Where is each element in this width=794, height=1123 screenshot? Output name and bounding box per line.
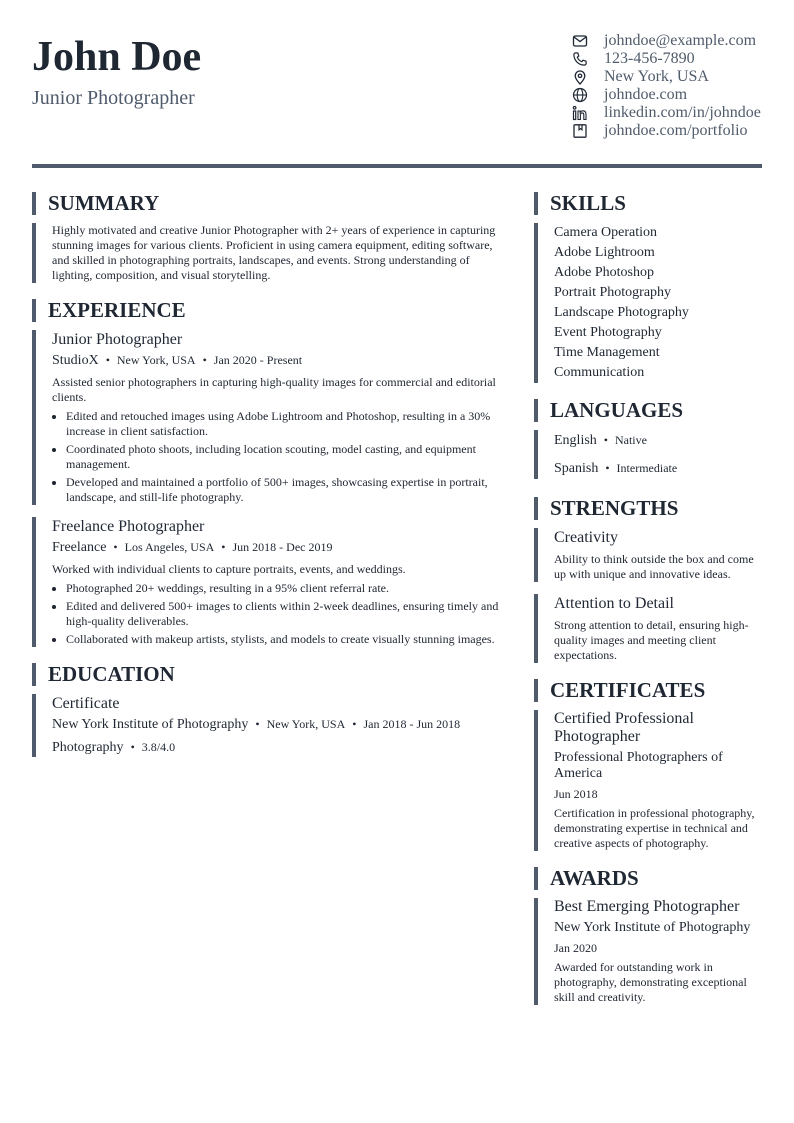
contact-website[interactable]: [572, 86, 762, 104]
skill-item: Time Management: [554, 345, 660, 360]
job-description: Worked with individual clients to capture portraits, events, and weddings.: [52, 562, 406, 576]
skill-item: Event Photography: [554, 325, 662, 340]
job-bullets: [52, 409, 510, 505]
languages-section: [534, 430, 762, 479]
certificate-item: [534, 710, 762, 851]
language-name: English: [554, 433, 597, 448]
strength-description: Strong attention to detail, ensuring high-quality images and meeting client expectations.: [554, 618, 749, 662]
award-org: New York Institute of Photography: [554, 920, 751, 935]
skill-item: Portrait Photography: [554, 285, 672, 300]
list-item: • Collaborated with makeup artists, stylists, and models to create visually stunning images.: [66, 632, 510, 647]
summary-section: [32, 223, 510, 283]
language-level: Native: [614, 433, 647, 447]
education-dates: Jan 2018 - Jun 2018: [363, 717, 461, 731]
right-column: [534, 192, 762, 1005]
strength-title: Attention to Detail: [554, 595, 674, 612]
contact-text: New York, USA: [604, 68, 709, 85]
contact-text: johndoe.com: [604, 86, 688, 103]
experience-item: [32, 517, 510, 647]
skills-section: [534, 223, 762, 383]
education-meta: New York Institute of Photography • New York, USA • Jan 2018 - Jun 2018: [52, 717, 461, 732]
job-dates: Jun 2018 - Dec 2019: [232, 540, 333, 554]
list-item: • Edited and delivered 500+ images to clients within 2-week deadlines, ensuring timely and high-quality deliverables.: [66, 599, 510, 629]
award-date: Jan 2020: [554, 941, 597, 955]
job-dates: Jan 2020 - Present: [213, 353, 303, 367]
company-name: Freelance: [52, 540, 107, 555]
skill-item: Communication: [554, 365, 645, 380]
field-of-study: Photography: [52, 740, 124, 755]
contact-portfolio[interactable]: [572, 122, 762, 140]
portfolio-icon: [572, 123, 588, 139]
linkedin-icon: [572, 105, 588, 121]
experience-heading: EXPERIENCE: [32, 299, 510, 322]
certificate-date: Jun 2018: [554, 787, 598, 801]
contact-phone[interactable]: [572, 50, 762, 68]
award-item: [534, 898, 762, 1005]
job-meta: StudioX • New York, USA • Jan 2020 - Present: [52, 353, 303, 368]
award-description: Awarded for outstanding work in photography, demonstrating exceptional skill and creativity.: [554, 960, 747, 1004]
certificate-description: Certification in professional photography, demonstrating expertise in technical and creative aspects of photography.: [554, 806, 755, 850]
summary-text: Highly motivated and creative Junior Photographer with 2+ years of experience in capturing stunning images for various clients. Proficient in using camera equipment, editing software, and skilled in photographing portraits, landscapes, and events. Strong understanding of lighting, composition, and visual storytelling.: [52, 223, 496, 282]
list-item: • Edited and retouched images using Adobe Lightroom and Photoshop, resulting in a 30% increase in client satisfaction.: [66, 409, 510, 439]
experience-item: [32, 330, 510, 505]
job-title: Junior Photographer: [52, 331, 183, 348]
list-item: • Coordinated photo shoots, including location scouting, model casting, and equipment management.: [66, 442, 510, 472]
language-item: Spanish • Intermediate: [554, 461, 678, 476]
certificate-org: Professional Photographers of America: [554, 750, 723, 781]
job-description: Assisted senior photographers in capturing high-quality images for commercial and editorial clients.: [52, 375, 496, 404]
language-item: English • Native: [554, 433, 647, 448]
mail-icon: [572, 33, 588, 49]
left-column: [32, 192, 510, 757]
school-name: New York Institute of Photography: [52, 717, 249, 732]
job-location: Los Angeles, USA: [124, 540, 215, 554]
contact-text: linkedin.com/in/johndoe: [604, 104, 761, 121]
skill-item: Camera Operation: [554, 225, 658, 240]
contact-text: 123-456-7890: [604, 50, 695, 67]
skill-item: Adobe Photoshop: [554, 265, 654, 280]
strengths-heading: STRENGTHS: [534, 497, 762, 520]
education-heading: EDUCATION: [32, 663, 510, 686]
job-location: New York, USA: [116, 353, 196, 367]
strength-title: Creativity: [554, 529, 618, 546]
strength-description: Ability to think outside the box and come up with unique and innovative ideas.: [554, 552, 754, 581]
contact-text: johndoe.com/portfolio: [604, 122, 748, 139]
location-pin-icon: [572, 69, 588, 85]
language-level: Intermediate: [616, 461, 678, 475]
summary-heading: SUMMARY: [32, 192, 510, 215]
candidate-role: Junior Photographer: [32, 87, 195, 109]
contact-list: [572, 32, 762, 140]
school-location: New York, USA: [266, 717, 346, 731]
header-divider: [32, 164, 762, 168]
resume-header: [32, 26, 762, 166]
job-bullets: [52, 581, 510, 647]
certificate-title: Certified Professional Photographer: [554, 710, 694, 745]
skill-item: Landscape Photography: [554, 305, 689, 320]
job-title: Freelance Photographer: [52, 518, 205, 535]
award-title: Best Emerging Photographer: [554, 898, 740, 915]
company-name: StudioX: [52, 353, 99, 368]
education-item: [32, 694, 510, 757]
degree-title: Certificate: [52, 695, 120, 712]
contact-linkedin[interactable]: [572, 104, 762, 122]
candidate-name: John Doe: [32, 34, 202, 80]
strength-item: [534, 528, 762, 582]
phone-icon: [572, 51, 588, 67]
awards-heading: AWARDS: [534, 867, 762, 890]
strength-item: [534, 594, 762, 663]
contact-location: [572, 68, 762, 86]
globe-icon: [572, 87, 588, 103]
contact-email[interactable]: [572, 32, 762, 50]
list-item: • Photographed 20+ weddings, resulting in a 95% client referral rate.: [66, 581, 510, 596]
gpa: 3.8/4.0: [141, 740, 176, 754]
certificates-heading: CERTIFICATES: [534, 679, 762, 702]
language-name: Spanish: [554, 461, 599, 476]
languages-heading: LANGUAGES: [534, 399, 762, 422]
list-item: • Developed and maintained a portfolio of 500+ images, showcasing expertise in portrait, landscape, and still-life photography.: [66, 475, 510, 505]
skill-item: Adobe Lightroom: [554, 245, 655, 260]
job-meta: Freelance • Los Angeles, USA • Jun 2018 - Dec 2019: [52, 540, 333, 555]
education-field-row: Photography • 3.8/4.0: [52, 740, 176, 755]
skills-heading: SKILLS: [534, 192, 762, 215]
contact-text: johndoe@example.com: [604, 32, 757, 49]
